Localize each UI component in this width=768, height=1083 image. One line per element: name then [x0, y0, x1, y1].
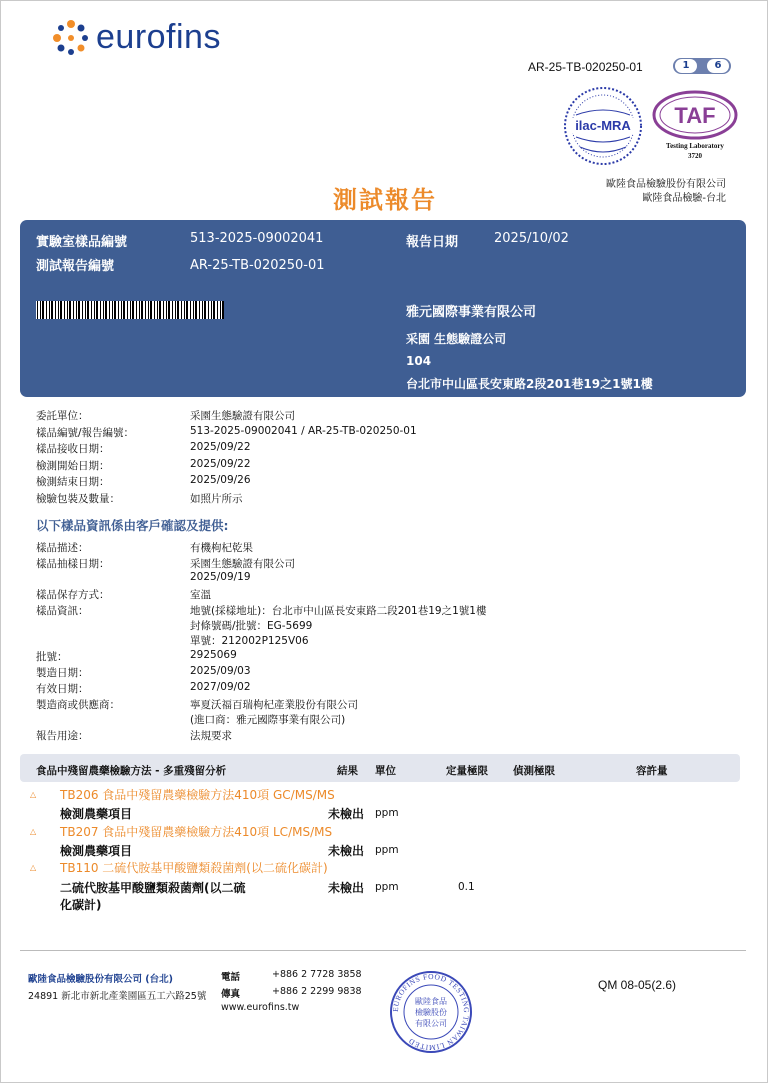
info-value: 2925069 — [190, 649, 237, 661]
info-label: 有效日期： — [36, 683, 89, 695]
info-value: 2025/09/22 — [190, 458, 251, 470]
col-unit: 單位 — [375, 765, 396, 777]
info-value: 513-2025-09002041 / AR-25-TB-020250-01 — [190, 425, 417, 437]
method-title: TB206 食品中殘留農藥檢驗方法410項 GC/MS/MS — [60, 788, 335, 802]
stamp-line3: 有限公司 — [415, 1019, 447, 1028]
col-tolerance: 容許量 — [636, 765, 668, 777]
info-label: 樣品保存方式： — [36, 589, 110, 601]
method-title: TB207 食品中殘留農藥檢驗方法410項 LC/MS/MS — [60, 825, 333, 839]
info-label: 檢測開始日期： — [36, 460, 110, 472]
ilac-text: ilac-MRA — [575, 118, 631, 133]
stamp-line2: 檢驗股份 — [415, 1008, 447, 1017]
col-loq: 定量極限 — [446, 765, 488, 777]
footer-fax-label: 傳真 — [221, 989, 241, 1000]
info-value: 寧夏沃福百瑞枸杞產業股份有限公司 — [190, 699, 358, 711]
info-label: 批號： — [36, 651, 68, 663]
footer-divider — [20, 950, 746, 951]
taf-caption — [652, 141, 738, 161]
col-result: 結果 — [337, 765, 358, 777]
footer-tel: +886 2 7728 3858 — [272, 969, 362, 980]
footer-address: 24891 新北市新北產業園區五工六路25號 — [28, 991, 207, 1002]
info-value: 2025/09/19 — [190, 571, 251, 583]
document-id: AR-25-TB-020250-01 — [528, 60, 643, 74]
accredited-triangle-icon: △ — [30, 790, 37, 799]
lab-sample-no-label: 實驗室樣品編號 — [36, 235, 128, 250]
result-unit: ppm — [375, 807, 399, 819]
info-value: 室溫 — [190, 589, 211, 601]
info-value: 有機枸杞乾果 — [190, 542, 253, 554]
result-unit: ppm — [375, 881, 399, 893]
info-value: 地號(採樣地址)：台北市中山區長安東路二段201巷19之1號1樓 — [190, 605, 487, 617]
eurofins-logo — [52, 18, 221, 57]
info-label: 樣品編號/報告編號： — [36, 427, 135, 439]
client-provided-heading: 以下樣品資訊係由客戶確認及提供: — [36, 518, 229, 533]
report-no: AR-25-TB-020250-01 — [190, 258, 325, 273]
report-date: 2025/10/02 — [494, 231, 569, 246]
footer-fax: +886 2 2299 9838 — [272, 986, 362, 997]
test-item: 二硫代胺基甲酸鹽類殺菌劑(以二硫 — [60, 881, 246, 895]
company-seal-stamp — [385, 970, 477, 1054]
info-value: 2025/09/22 — [190, 441, 251, 453]
info-label: 樣品描述： — [36, 542, 89, 554]
issuer-line2: 歐陸食品檢驗-台北 — [642, 193, 726, 204]
info-value: (進口商：雅元國際事業有限公司) — [190, 714, 346, 726]
info-label: 樣品資訊： — [36, 605, 89, 617]
info-value: 單號：212002P125V06 — [190, 635, 309, 647]
brand-name: eurofins — [96, 18, 221, 56]
col-lod: 偵測極限 — [513, 765, 555, 777]
results-table-header — [20, 754, 740, 782]
page-indicator — [673, 58, 731, 74]
info-label: 報告用途： — [36, 730, 89, 742]
loq-value: 0.1 — [458, 881, 475, 893]
recipient-attn: 采園 生態驗證公司 — [406, 332, 507, 346]
eurofins-dots-icon — [52, 19, 90, 57]
test-item: 檢測農藥項目 — [60, 807, 133, 821]
ilac-mra-seal — [562, 85, 644, 167]
result-value: 未檢出 — [328, 807, 365, 821]
info-label: 製造商或供應商： — [36, 699, 120, 711]
stamp-ring-text: EUROFINS FOOD TESTING TAIWAN LIMITED — [390, 971, 472, 1053]
info-label: 樣品接收日期： — [36, 443, 110, 455]
taf-text: TAF — [674, 103, 716, 128]
test-item: 檢測農藥項目 — [60, 844, 133, 858]
info-value: 采園生態驗證有限公司 — [190, 410, 295, 422]
info-value: 2025/09/26 — [190, 474, 251, 486]
info-value: 采園生態驗證有限公司 — [190, 558, 295, 570]
col-method: 食品中殘留農藥檢驗方法 - 多重殘留分析 — [36, 765, 227, 777]
result-value: 未檢出 — [328, 844, 365, 858]
info-label: 委託單位： — [36, 410, 89, 422]
issuer-line1: 歐陸食品檢驗股份有限公司 — [606, 179, 726, 190]
info-label: 製造日期： — [36, 667, 89, 679]
taf-seal — [652, 90, 738, 140]
page-current: 1 — [675, 59, 697, 73]
result-value: 未檢出 — [328, 881, 365, 895]
info-value: 如照片所示 — [190, 493, 243, 505]
info-value: 2027/09/02 — [190, 681, 251, 693]
accredited-triangle-icon: △ — [30, 827, 37, 836]
info-label: 檢驗包裝及數量： — [36, 493, 120, 505]
barcode — [36, 301, 224, 319]
lab-sample-no: 513-2025-09002041 — [190, 231, 324, 246]
recipient-address: 台北市中山區長安東路2段201巷19之1號1樓 — [406, 377, 653, 391]
taf-caption-line2: 3720 — [688, 152, 702, 160]
footer-company: 歐陸食品檢驗股份有限公司 (台北) — [28, 974, 173, 985]
info-label: 樣品抽樣日期： — [36, 558, 110, 570]
recipient-name: 雅元國際事業有限公司 — [406, 305, 537, 320]
taf-caption-line1: Testing Laboratory — [666, 142, 724, 150]
form-number: QM 08-05(2.6) — [598, 978, 677, 992]
info-value: 封條號碼/批號：EG-5699 — [190, 620, 313, 632]
report-date-label: 報告日期 — [406, 235, 459, 250]
accredited-triangle-icon: △ — [30, 863, 37, 872]
report-title: 測試報告 — [333, 186, 437, 214]
result-unit: ppm — [375, 844, 399, 856]
footer-tel-label: 電話 — [221, 972, 241, 983]
info-value: 法規要求 — [190, 730, 232, 742]
recipient-zip: 104 — [406, 354, 432, 368]
test-item-continued: 化碳計) — [60, 898, 102, 912]
info-label: 檢測結束日期： — [36, 476, 110, 488]
report-no-label: 測試報告編號 — [36, 259, 115, 274]
issuer-block — [606, 178, 726, 206]
footer-website[interactable]: www.eurofins.tw — [221, 1002, 300, 1013]
stamp-line1: 歐陸食品 — [415, 997, 447, 1006]
method-title: TB110 二硫代胺基甲酸鹽類殺菌劑(以二硫化碳計) — [60, 861, 328, 875]
page-total: 6 — [707, 59, 729, 73]
info-value: 2025/09/03 — [190, 665, 251, 677]
